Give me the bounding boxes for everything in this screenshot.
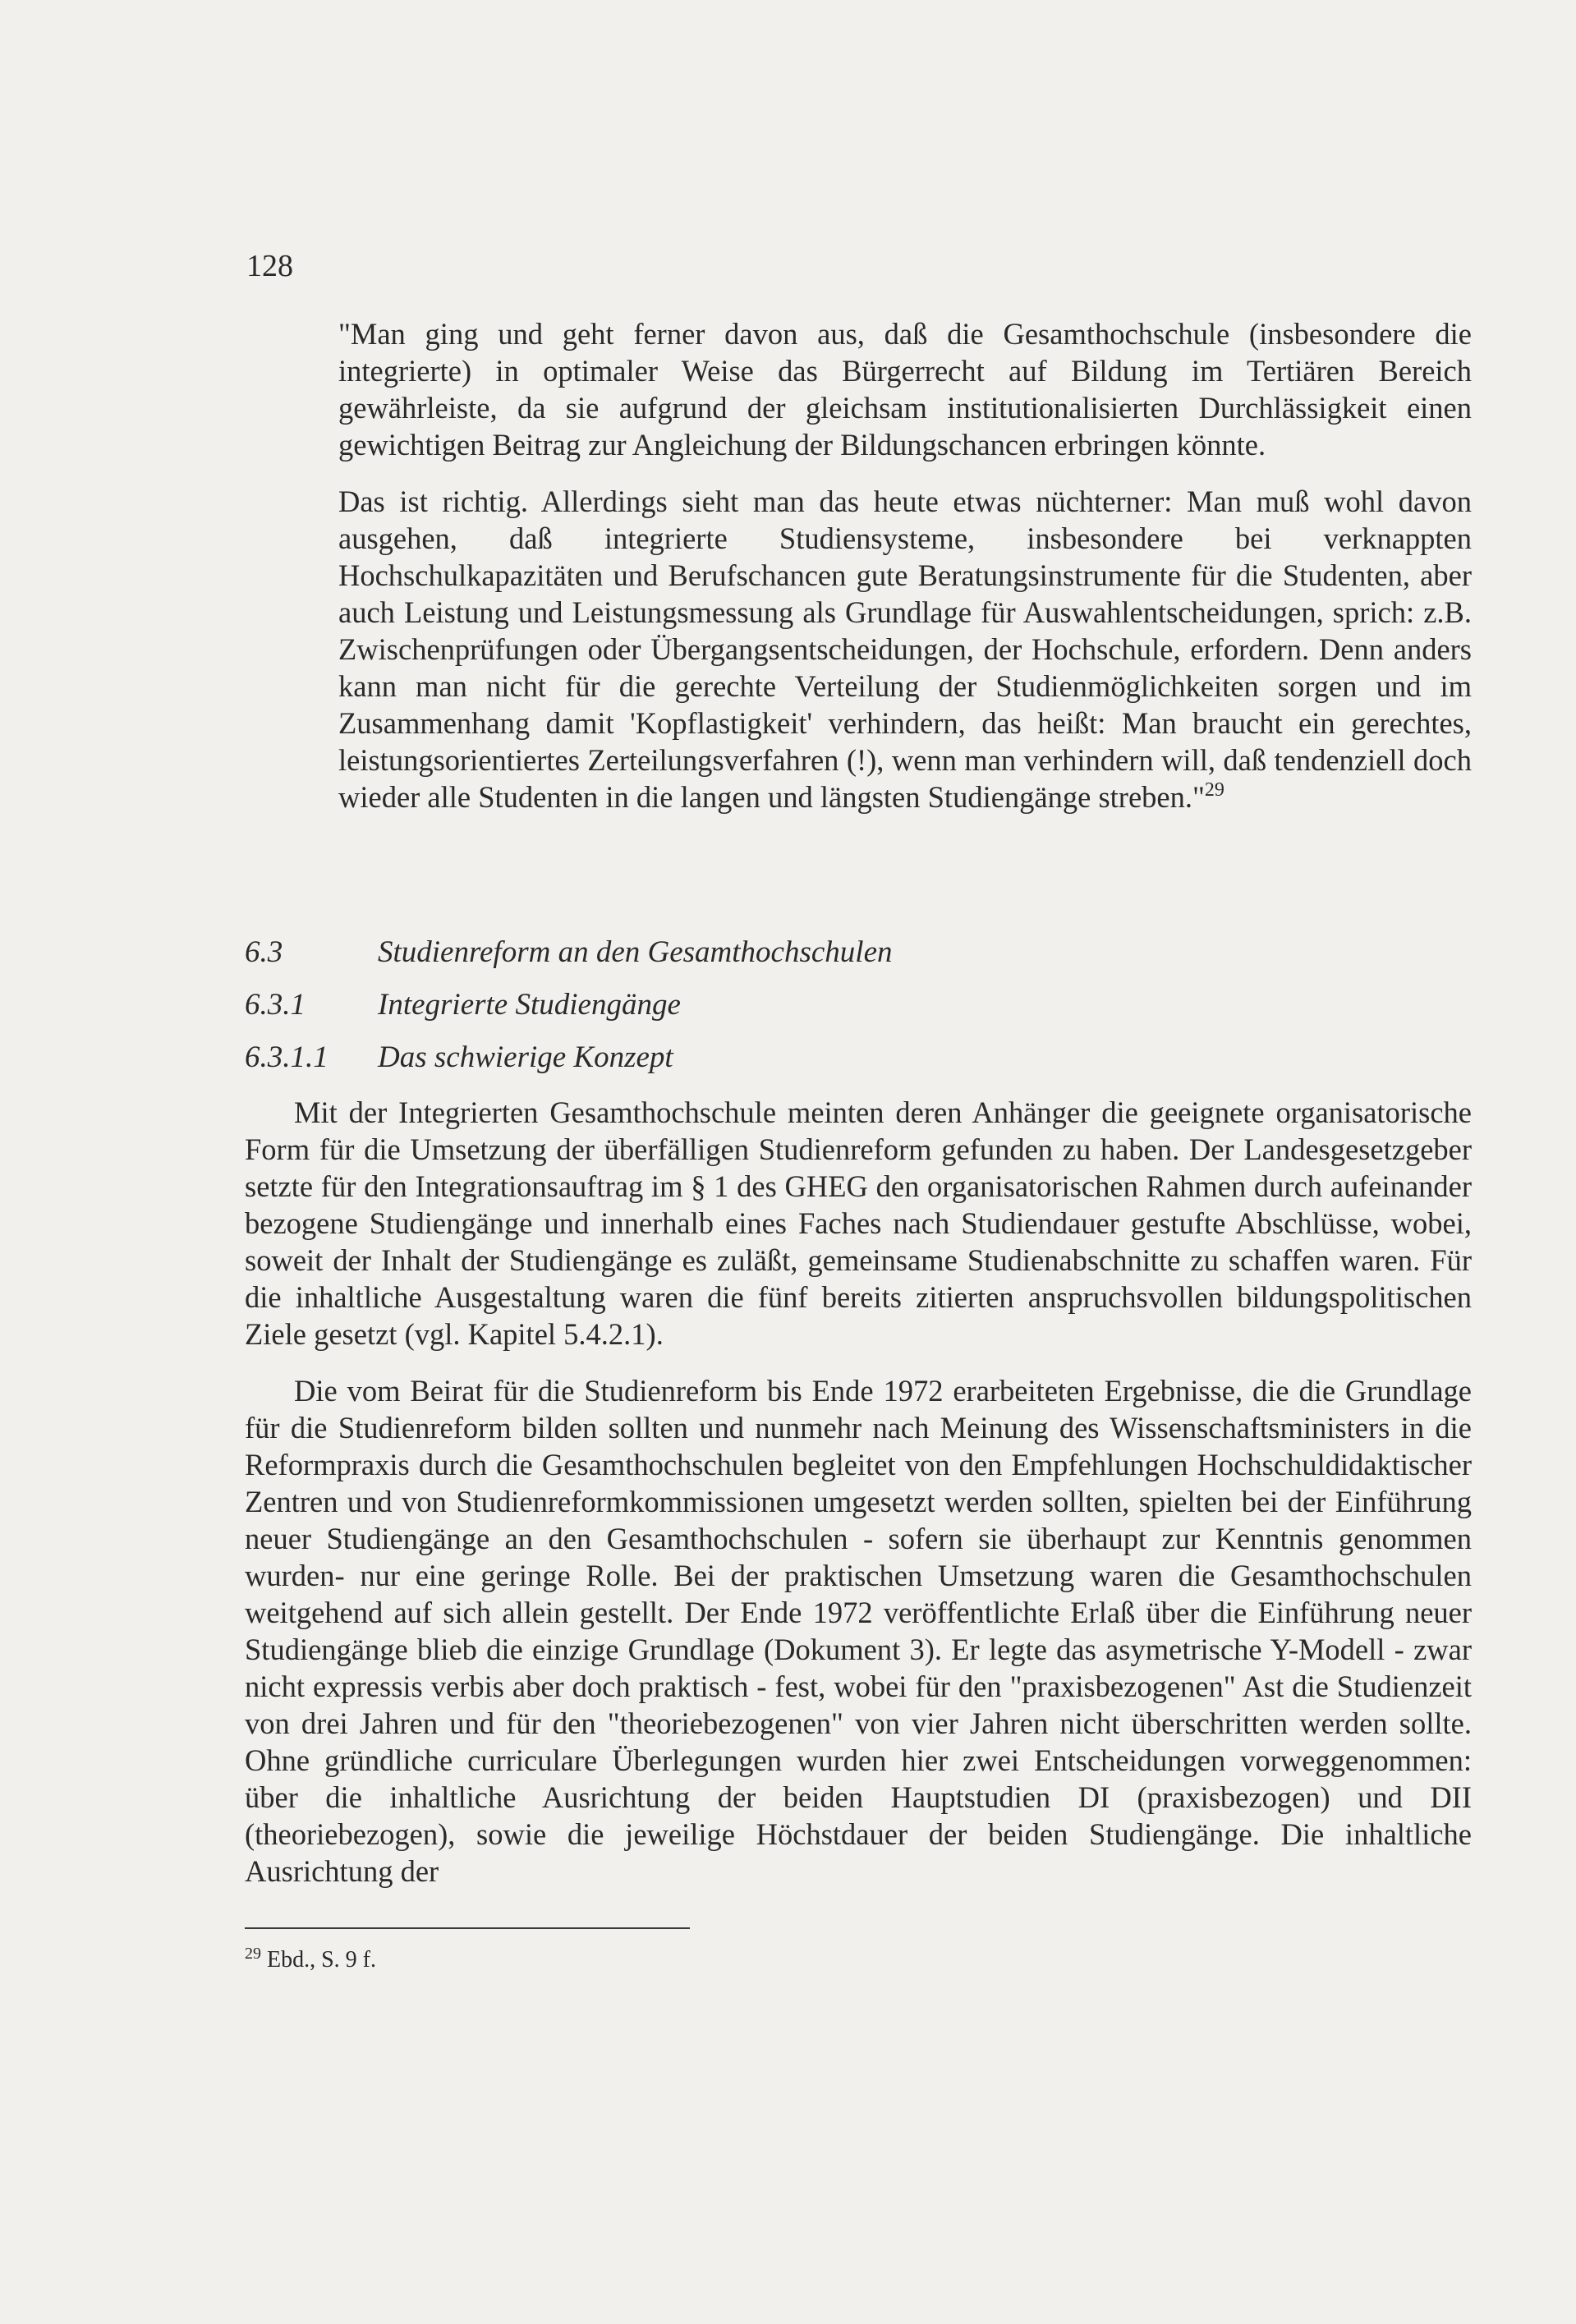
- footnote: [245, 1946, 376, 1974]
- subsection-title: Integrierte Studiengänge: [378, 988, 681, 1022]
- body-paragraph: Mit der Integrierten Gesamthochschule meinten deren Anhänger die geeignete organisatorische Form für die Umsetzung der überfälligen Studienreform gefunden zu haben. Der Landesgesetzgeber setzte für den Integrationsauftrag im § 1 des GHEG den organisatorischen Rahmen durch aufeinander bezogene Studiengänge und innerhalb eines Faches nach Studiendauer gestufte Abschlüsse, wobei, soweit der Inhalt der Studiengänge es zuläßt, gemeinsame Studienabschnitte zu schaffen waren. Für die inhaltliche Ausgestaltung waren die fünf bereits zitierten anspruchsvollen bildungspolitischen Ziele gesetzt (vgl. Kapitel 5.4.2.1).: [245, 1095, 1472, 1351]
- body-paragraph: Die vom Beirat für die Studienreform bis Ende 1972 erarbeiteten Ergebnisse, die die Grundlage für die Studienreform bilden sollten und nunmehr nach Meinung des Wissenschaftsministers in die Reformpraxis durch die Gesamthochschulen begleitet von den Empfehlungen Hochschuldidaktischer Zentren und von Studienreformkommissionen umgesetzt werden sollten, spielten bei der Einführung neuer Studiengänge an den Gesamthochschulen - sofern sie überhaupt zur Kenntnis genommen wurden- nur eine geringe Rolle. Bei der praktischen Umsetzung waren die Gesamthochschulen weitgehend auf sich allein gestellt. Der Ende 1972 veröffentlichte Erlaß über die Einführung neuer Studiengänge blieb die einzige Grundlage (Dokument 3). Er legte das asymetrische Y-Modell - zwar nicht expressis verbis aber doch praktisch - fest, wobei für den "praxisbezogenen" Ast die Studienzeit von drei Jahren und für den "theoriebezogenen" von vier Jahren nicht überschritten werden sollte. Ohne gründliche curriculare Überlegungen wurden hier zwei Entscheidungen vorweggenommen: über die inhaltliche Ausrichtung der beiden Hauptstudien DI (praxisbezogen) und DII (theoriebezogen), sowie die jeweilige Höchstdauer der beiden Studiengänge. Die inhaltliche Ausrichtung der: [245, 1374, 1472, 1888]
- footnote-text: Ebd., S. 9 f.: [267, 1947, 376, 1973]
- page-number: 128: [246, 249, 293, 283]
- section-heading: [245, 937, 893, 967]
- quote-paragraph: [338, 483, 1472, 815]
- subsubsection-title: Das schwierige Konzept: [378, 1040, 673, 1074]
- footnote-separator: [245, 1927, 690, 1929]
- block-quote: [338, 315, 1472, 835]
- subsection-heading: [245, 990, 681, 1020]
- footnote-number: 29: [245, 1945, 261, 1963]
- subsubsection-heading: [245, 1042, 673, 1072]
- quote-paragraph: "Man ging und geht ferner davon aus, daß die Gesamthochschule (insbesondere die integrierte) in optimaler Weise das Bürgerrecht auf Bildung im Tertiären Bereich gewährleiste, da sie aufgrund der gleichsam institutionalisierten Durchlässigkeit einen gewichtigen Beitrag zur Angleichung der Bildungschancen erbringen könnte.: [338, 317, 1472, 462]
- subsubsection-number: 6.3.1.1: [245, 1040, 329, 1074]
- subsection-number: 6.3.1: [245, 988, 306, 1022]
- footnote-reference: 29: [1204, 779, 1225, 801]
- quote-paragraph-text: Das ist richtig. Allerdings sieht man das heute etwas nüchterner: Man muß wohl davon ausgehen, daß integrierte Studiensysteme, insbesondere bei verknappten Hochschulkapazitäten und Berufschancen gute Beratungsinstrumente für die Studenten, aber auch Leistung und Leistungsmessung als Grundlage für Auswahlentscheidungen, sprich: z.B. Zwischenprüfungen oder Übergangsentscheidungen, der Hochschule, erfordern. Denn anders kann man nicht für die gerechte Verteilung der Studienmöglichkeiten sorgen und im Zusammenhang damit 'Kopflastigkeit' verhindern, das heißt: Man braucht ein gerechtes, leistungsorientiertes Zerteilungsverfahren (!), wenn man verhindern will, daß tendenziell doch wieder alle Studenten in die langen und längsten Studiengänge streben.": [338, 485, 1472, 814]
- body-text: [245, 1094, 1472, 1909]
- section-title: Studienreform an den Gesamthochschulen: [378, 935, 893, 969]
- section-number: 6.3: [245, 935, 283, 969]
